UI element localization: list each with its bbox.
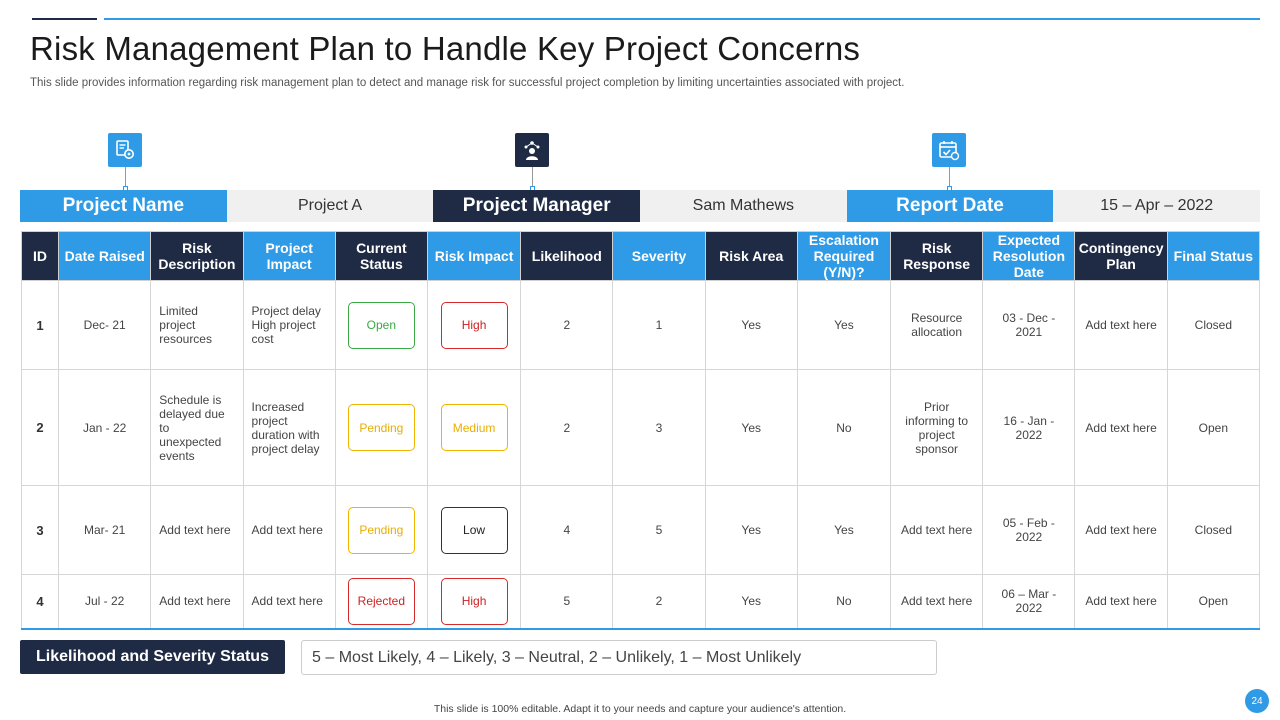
column-header: Likelihood <box>521 232 613 281</box>
current-status-cell <box>335 281 427 370</box>
project-impact: Add text here <box>243 486 335 575</box>
escalation-required: Yes <box>797 281 890 370</box>
top-accent-blue-line <box>104 18 1260 20</box>
risk-description: Limited project resources <box>151 281 243 370</box>
severity: 2 <box>613 575 705 629</box>
likelihood: 2 <box>521 370 613 486</box>
row-id: 3 <box>22 486 59 575</box>
risk-impact-cell <box>427 575 520 629</box>
calendar-check-icon <box>932 133 966 167</box>
project-impact: Project delay High project cost <box>243 281 335 370</box>
table-row <box>22 486 1260 575</box>
risk-impact-badge: High <box>441 578 508 625</box>
row-id: 2 <box>22 370 59 486</box>
risk-response: Resource allocation <box>891 281 983 370</box>
risk-impact-cell <box>427 281 520 370</box>
contingency-plan: Add text here <box>1075 486 1167 575</box>
risk-description: Schedule is delayed due to unexpected events <box>151 370 243 486</box>
report-date-value: 15 – Apr – 2022 <box>1053 190 1260 222</box>
risk-description: Add text here <box>151 486 243 575</box>
risk-area: Yes <box>705 370 797 486</box>
project-manager-label: Project Manager <box>433 190 640 222</box>
column-header: Date Raised <box>59 232 151 281</box>
severity: 1 <box>613 281 705 370</box>
status-badge: Open <box>348 302 415 349</box>
escalation-required: No <box>797 370 890 486</box>
date-raised: Dec- 21 <box>59 281 151 370</box>
column-header: Current Status <box>335 232 427 281</box>
table-row <box>22 370 1260 486</box>
escalation-required: Yes <box>797 486 890 575</box>
contingency-plan: Add text here <box>1075 281 1167 370</box>
current-status-cell <box>335 575 427 629</box>
column-header: ID <box>22 232 59 281</box>
status-badge: Rejected <box>348 578 415 625</box>
risk-area: Yes <box>705 281 797 370</box>
report-date-label: Report Date <box>847 190 1054 222</box>
resolution-date: 03 - Dec - 2021 <box>983 281 1075 370</box>
final-status: Closed <box>1167 486 1259 575</box>
likelihood: 4 <box>521 486 613 575</box>
page-number-badge: 24 <box>1245 689 1269 713</box>
severity: 3 <box>613 370 705 486</box>
project-manager-icon <box>515 133 549 167</box>
column-header: Project Impact <box>243 232 335 281</box>
row-id: 1 <box>22 281 59 370</box>
likelihood: 5 <box>521 575 613 629</box>
current-status-cell <box>335 370 427 486</box>
risk-impact-badge: Low <box>441 507 508 554</box>
resolution-date: 16 - Jan - 2022 <box>983 370 1075 486</box>
risk-response: Add text here <box>891 486 983 575</box>
status-badge: Pending <box>348 404 415 451</box>
settings-doc-icon <box>108 133 142 167</box>
column-header: Risk Area <box>705 232 797 281</box>
footer-note: This slide is 100% editable. Adapt it to your needs and capture your audience's attention. <box>433 703 847 715</box>
severity: 5 <box>613 486 705 575</box>
column-header: Escalation Required (Y/N)? <box>797 232 890 281</box>
top-accent-dark-line <box>32 18 97 20</box>
risk-impact-badge: High <box>441 302 508 349</box>
status-badge: Pending <box>348 507 415 554</box>
table-row <box>22 575 1260 629</box>
final-status: Closed <box>1167 281 1259 370</box>
risk-impact-badge: Medium <box>441 404 508 451</box>
project-impact: Increased project duration with project delay <box>243 370 335 486</box>
final-status: Open <box>1167 575 1259 629</box>
column-header: Contingency Plan <box>1075 232 1167 281</box>
risk-response: Prior informing to project sponsor <box>891 370 983 486</box>
project-impact: Add text here <box>243 575 335 629</box>
project-info-bar <box>20 190 1260 222</box>
date-raised: Jan - 22 <box>59 370 151 486</box>
risk-area: Yes <box>705 575 797 629</box>
project-name-value: Project A <box>227 190 434 222</box>
page-subtitle: This slide provides information regarding risk management plan to detect and manage risk for successful project completion by limiting uncertainties associated with project. <box>30 77 905 89</box>
current-status-cell <box>335 486 427 575</box>
date-raised: Jul - 22 <box>59 575 151 629</box>
column-header: Risk Response <box>891 232 983 281</box>
column-header: Severity <box>613 232 705 281</box>
page-title: Risk Management Plan to Handle Key Project Concerns <box>30 30 861 67</box>
contingency-plan: Add text here <box>1075 370 1167 486</box>
risk-area: Yes <box>705 486 797 575</box>
project-manager-value: Sam Mathews <box>640 190 847 222</box>
legend-label: Likelihood and Severity Status <box>20 640 285 674</box>
column-header: Expected Resolution Date <box>983 232 1075 281</box>
risk-table <box>21 231 1260 630</box>
final-status: Open <box>1167 370 1259 486</box>
date-raised: Mar- 21 <box>59 486 151 575</box>
column-header: Risk Impact <box>427 232 520 281</box>
column-header: Final Status <box>1167 232 1259 281</box>
table-row <box>22 281 1260 370</box>
resolution-date: 05 - Feb - 2022 <box>983 486 1075 575</box>
resolution-date: 06 – Mar - 2022 <box>983 575 1075 629</box>
risk-response: Add text here <box>891 575 983 629</box>
escalation-required: No <box>797 575 890 629</box>
contingency-plan: Add text here <box>1075 575 1167 629</box>
risk-impact-cell <box>427 370 520 486</box>
column-header: Risk Description <box>151 232 243 281</box>
risk-description: Add text here <box>151 575 243 629</box>
row-id: 4 <box>22 575 59 629</box>
project-name-label: Project Name <box>20 190 227 222</box>
risk-impact-cell <box>427 486 520 575</box>
likelihood: 2 <box>521 281 613 370</box>
legend-text: 5 – Most Likely, 4 – Likely, 3 – Neutral, 2 – Unlikely, 1 – Most Unlikely <box>301 640 937 675</box>
table-header-row <box>22 232 1260 281</box>
